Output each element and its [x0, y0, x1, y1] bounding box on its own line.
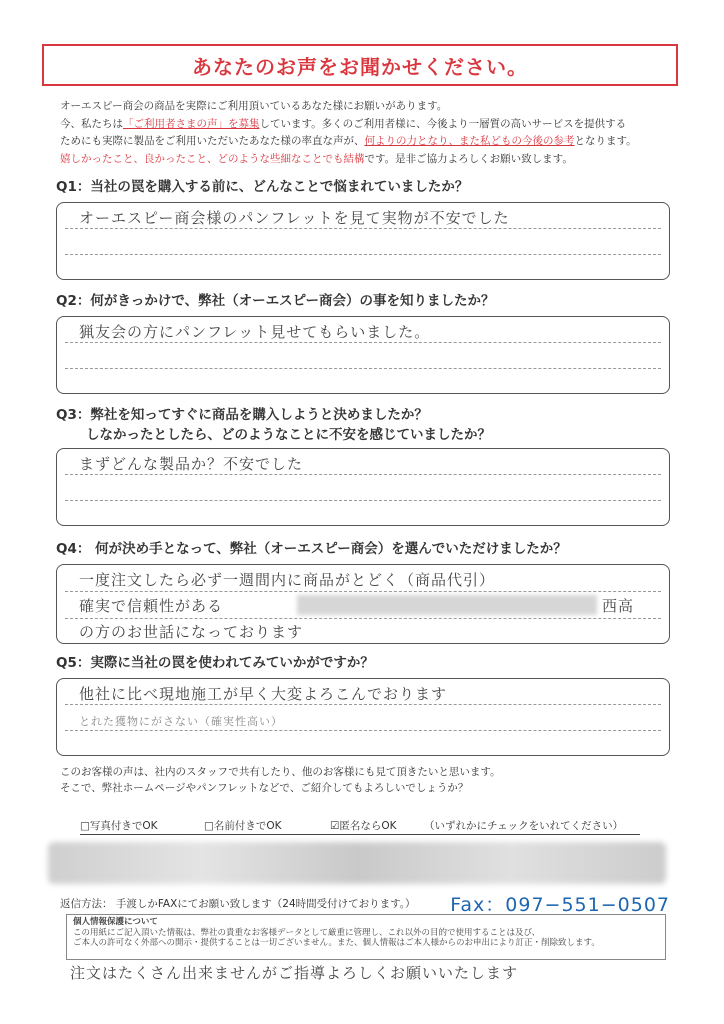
answer-box-2 — [56, 316, 670, 394]
answer-box-5 — [56, 678, 670, 756]
footer-line-2: そこで、弊社ホームページやパンフレットなどで、ご紹介してもよろしいでしょうか？ — [60, 782, 469, 794]
answer-4-line-2: 確実で信頼性がある — [79, 597, 224, 615]
reply-method — [60, 890, 680, 916]
page-title: あなたのお声をお聞かせください。 — [192, 54, 528, 79]
footer-line-1: このお客様の声は、社内のスタッフで共有したり、他のお客様にも見て頂きたいと思います。 — [60, 766, 501, 778]
answer-box-1 — [56, 202, 670, 280]
checkbox-note: （いずれかにチェックをいれてください） — [424, 820, 624, 832]
privacy-line-1: この用紙にご記入頂いた情報は、弊社の貴重なお客様データとして厳重に管理し、これ以外の目的で使用することは及び、 — [73, 927, 541, 938]
privacy-box — [66, 914, 666, 960]
reply-label: 返信方法： 手渡しかFAXにてお願い致します（24時間受付けております。） — [60, 898, 416, 910]
question-4: Q4： 何が決め手となって、弊社（オーエスピー商会）を選んでいただけましたか？ — [56, 541, 567, 557]
answer-4-line-3: の方のお世話になっております — [79, 623, 304, 641]
privacy-heading: 個人情報保護について — [73, 917, 158, 927]
bottom-handwritten-note: 注文はたくさん出来ませんがご指導よろしくお願いいたします — [70, 964, 519, 982]
answer-box-4 — [56, 564, 670, 644]
footer-text — [60, 764, 500, 796]
answer-4-line-1: 一度注文したら必ず一週間内に商品がとどく（商品代引） — [79, 571, 496, 589]
intro-line-3: ためにも実際に製品をご利用いただいたあなた様の率直な声が、何よりの力となり、また私どもの今後の参考となります。 — [60, 135, 637, 147]
intro-highlight-2: 何よりの力となり、また私どもの今後の参考 — [364, 135, 575, 147]
censored-name — [297, 595, 597, 615]
answer-1-text: オーエスピー商会様のパンフレットを見て実物が不安でした — [79, 209, 510, 227]
censored-signature-area — [48, 842, 666, 884]
intro-text — [60, 98, 680, 168]
intro-highlight-1: 「ご利用者さまの声」を募集 — [123, 117, 260, 130]
answer-3-text: まずどんな製品か？不安でした — [79, 455, 304, 473]
answer-5-text: 他社に比べ現地施工が早く大変よろこんでおります — [79, 685, 448, 703]
answer-2-text: 猟友会の方にパンフレット見せてもらいました。 — [79, 323, 431, 341]
privacy-line-2: ご本人の許可なく外部への開示・提供することは一切ございません。また、個人情報はご本人様からのお申出により訂正・削除致します。 — [73, 938, 600, 948]
answer-box-3 — [56, 448, 670, 526]
checkbox-name[interactable]: □名前付きでOK — [204, 820, 282, 832]
intro-line-1: オーエスピー商会の商品を実際にご利用頂いているあなた様にお願いがあります。 — [60, 100, 448, 112]
intro-line-4: 嬉しかったこと、良かったこと、どのような些細なことでも結構です。是非ご協力よろしくお願い致します。 — [60, 152, 573, 165]
answer-5-faint-text: とれた獲物にがさない（確実性高い） — [79, 715, 283, 728]
answer-4-extra: 西高 — [602, 597, 635, 615]
question-5: Q5：実際に当社の罠を使われてみていかがですか？ — [56, 655, 374, 671]
checkbox-anonymous[interactable]: ☑匿名ならOK — [330, 820, 397, 832]
intro-highlight-3: 嬉しかったこと、良かったこと、どのような些細なことでも結構 — [60, 152, 365, 165]
permission-checks — [80, 818, 640, 835]
checkbox-photo[interactable]: □写真付きでOK — [80, 820, 158, 832]
question-3-line-2: しなかったとしたら、どのようなことに不安を感じていましたか？ — [86, 427, 491, 443]
question-1: Q1：当社の罠を購入する前に、どんなことで悩まれていましたか？ — [56, 179, 469, 195]
title-box — [42, 44, 678, 86]
question-3: Q3：弊社を知ってすぐに商品を購入しようと決めましたか？ — [56, 407, 428, 423]
question-2: Q2：何がきっかけで、弊社（オーエスピー商会）の事を知りましたか？ — [56, 293, 495, 309]
intro-line-2: 今、私たちは「ご利用者さまの声」を募集しています。多くのご利用者様に、今後より一層質の高いサービスを提供する — [60, 117, 627, 130]
fax-number: Fax：097−551−0507 — [450, 894, 670, 916]
